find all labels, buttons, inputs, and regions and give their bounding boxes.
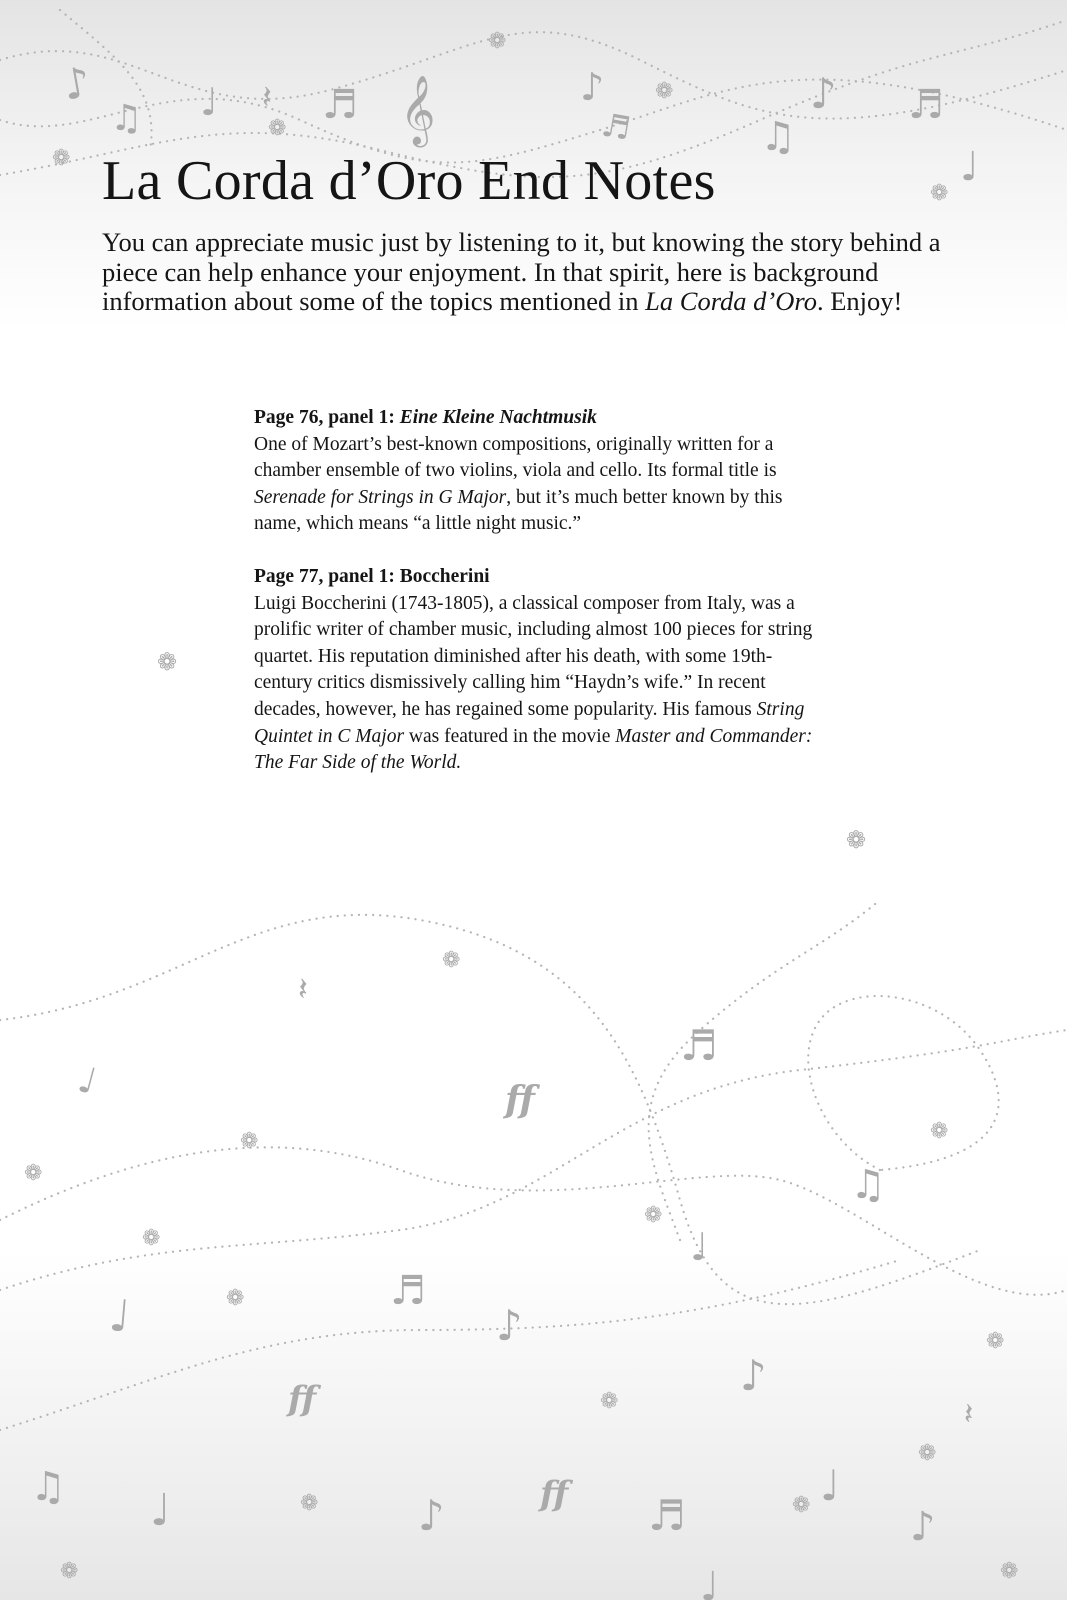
flower-icon: ❁ [157,648,178,676]
end-notes-list [254,405,814,803]
flower-icon: ❁ [846,826,867,854]
music-note-icon: ♪ [740,1351,767,1400]
music-note-icon: ♩ [107,1290,133,1343]
music-note-icon: ♩ [820,1461,840,1510]
flower-icon: ❁ [300,1491,319,1516]
flower-icon: ❁ [226,1286,245,1311]
flower-icon: ❁ [792,1493,811,1518]
note-text: Luigi Boccherini (1743-1805), a classical composer from Italy, was a prolific writer of chamber music, including almost 100 pieces for string quartet. His reputation diminished after his death, with some 19th-century critics dismissively calling him “Haydn’s wife.” In recent decades, however, he has regained some popularity. His famous [254,592,813,720]
music-note-icon: 𝄽 [262,78,272,116]
dotted-curve [808,996,998,1170]
flower-icon: ❁ [142,1226,161,1251]
note-text: , but it’s much better known by this name, which means “a little night music.” [254,486,783,535]
intro-paragraph [102,228,982,317]
note-page-ref: Page 77, panel 1: [254,565,400,587]
flower-icon: ❁ [240,1129,259,1154]
flower-icon: ❁ [1000,1559,1019,1584]
intro-series-title: La Corda d’Oro [645,286,817,316]
end-note [254,405,814,538]
music-note-icon: 𝄽 [298,970,308,1008]
music-note-icon: ♩ [200,80,218,124]
music-note-icon: ♬ [598,105,634,148]
music-note-icon: 𝄞 [400,75,436,145]
flower-icon: ❁ [930,181,949,206]
music-note-icon: ♬ [390,1268,426,1314]
music-note-icon: ♫ [760,114,796,160]
note-heading [254,405,814,432]
page-title: La Corda d’Oro End Notes [102,150,716,212]
flower-icon: ❁ [52,146,71,171]
note-work-title: Serenade for Strings in G Major [254,486,507,508]
flower-icon: ❁ [24,1161,43,1186]
flower-icon: ❁ [488,29,507,54]
dotted-curve [0,32,1067,118]
music-note-icon: ♩ [960,144,979,190]
music-note-icon: ♫ [850,1162,886,1208]
music-note-icon: ♩ [690,1225,708,1269]
music-note-icon: ♬ [908,82,944,128]
flower-icon: ❁ [600,1389,619,1414]
music-note-icon: ♬ [648,1491,686,1540]
music-note-icon: ♪ [810,69,837,118]
note-text: One of Mozart’s best-known compositions, originally written for a chamber ensemble of two violins, viola and cello. Its formal title is [254,433,777,482]
flower-icon: ❁ [644,1203,663,1228]
note-body [254,432,814,538]
fortissimo-mark: ff [288,1379,317,1419]
flower-icon: ❁ [986,1329,1005,1354]
intro-text: You can appreciate music just by listening to it, but knowing the story behind a piece can help enhance your enjoyment. In that spirit, here is background information about some of the topics mentioned in [102,227,941,316]
end-note [254,564,814,777]
music-note-icon: ♩ [73,1059,101,1104]
fortissimo-mark: ff [540,1474,569,1514]
intro-closing: . Enjoy! [816,286,903,316]
note-film-title: Master and Commander: The Far Side of the World. [254,725,813,774]
flower-icon: ❁ [918,1441,937,1466]
music-note-icon: ♪ [59,56,95,110]
note-body [254,591,814,777]
note-heading [254,564,814,591]
music-note-icon: ♫ [30,1464,66,1510]
note-topic: Eine Kleine Nachtmusik [399,407,597,428]
flower-icon: ❁ [930,1119,949,1144]
fortissimo-mark: ff [505,1079,535,1121]
music-note-icon: ♪ [496,1301,523,1350]
music-note-icon: ♩ [700,1564,719,1600]
music-note-icon: ♩ [150,1485,171,1536]
music-note-icon: 𝄽 [964,1397,974,1432]
flower-icon: ❁ [268,116,287,141]
flower-icon: ❁ [442,948,461,973]
music-note-icon: ♪ [910,1504,936,1550]
note-page-ref: Page 76, panel 1: [254,407,400,428]
note-topic: Boccherini [399,565,490,587]
music-note-icon: ♬ [680,1021,718,1070]
music-note-icon: ♬ [322,82,358,128]
dotted-curve [0,1260,900,1430]
flower-icon: ❁ [60,1559,79,1584]
note-work-title: String Quintet in C Major [254,698,805,747]
music-note-icon: ♪ [418,1491,445,1540]
flower-icon: ❁ [655,79,674,104]
music-note-icon: ♪ [580,65,605,109]
dotted-curve [649,900,880,1240]
music-note-icon: ♫ [110,98,143,139]
note-text: was featured in the movie [404,725,616,747]
dotted-curve [0,1147,1067,1294]
